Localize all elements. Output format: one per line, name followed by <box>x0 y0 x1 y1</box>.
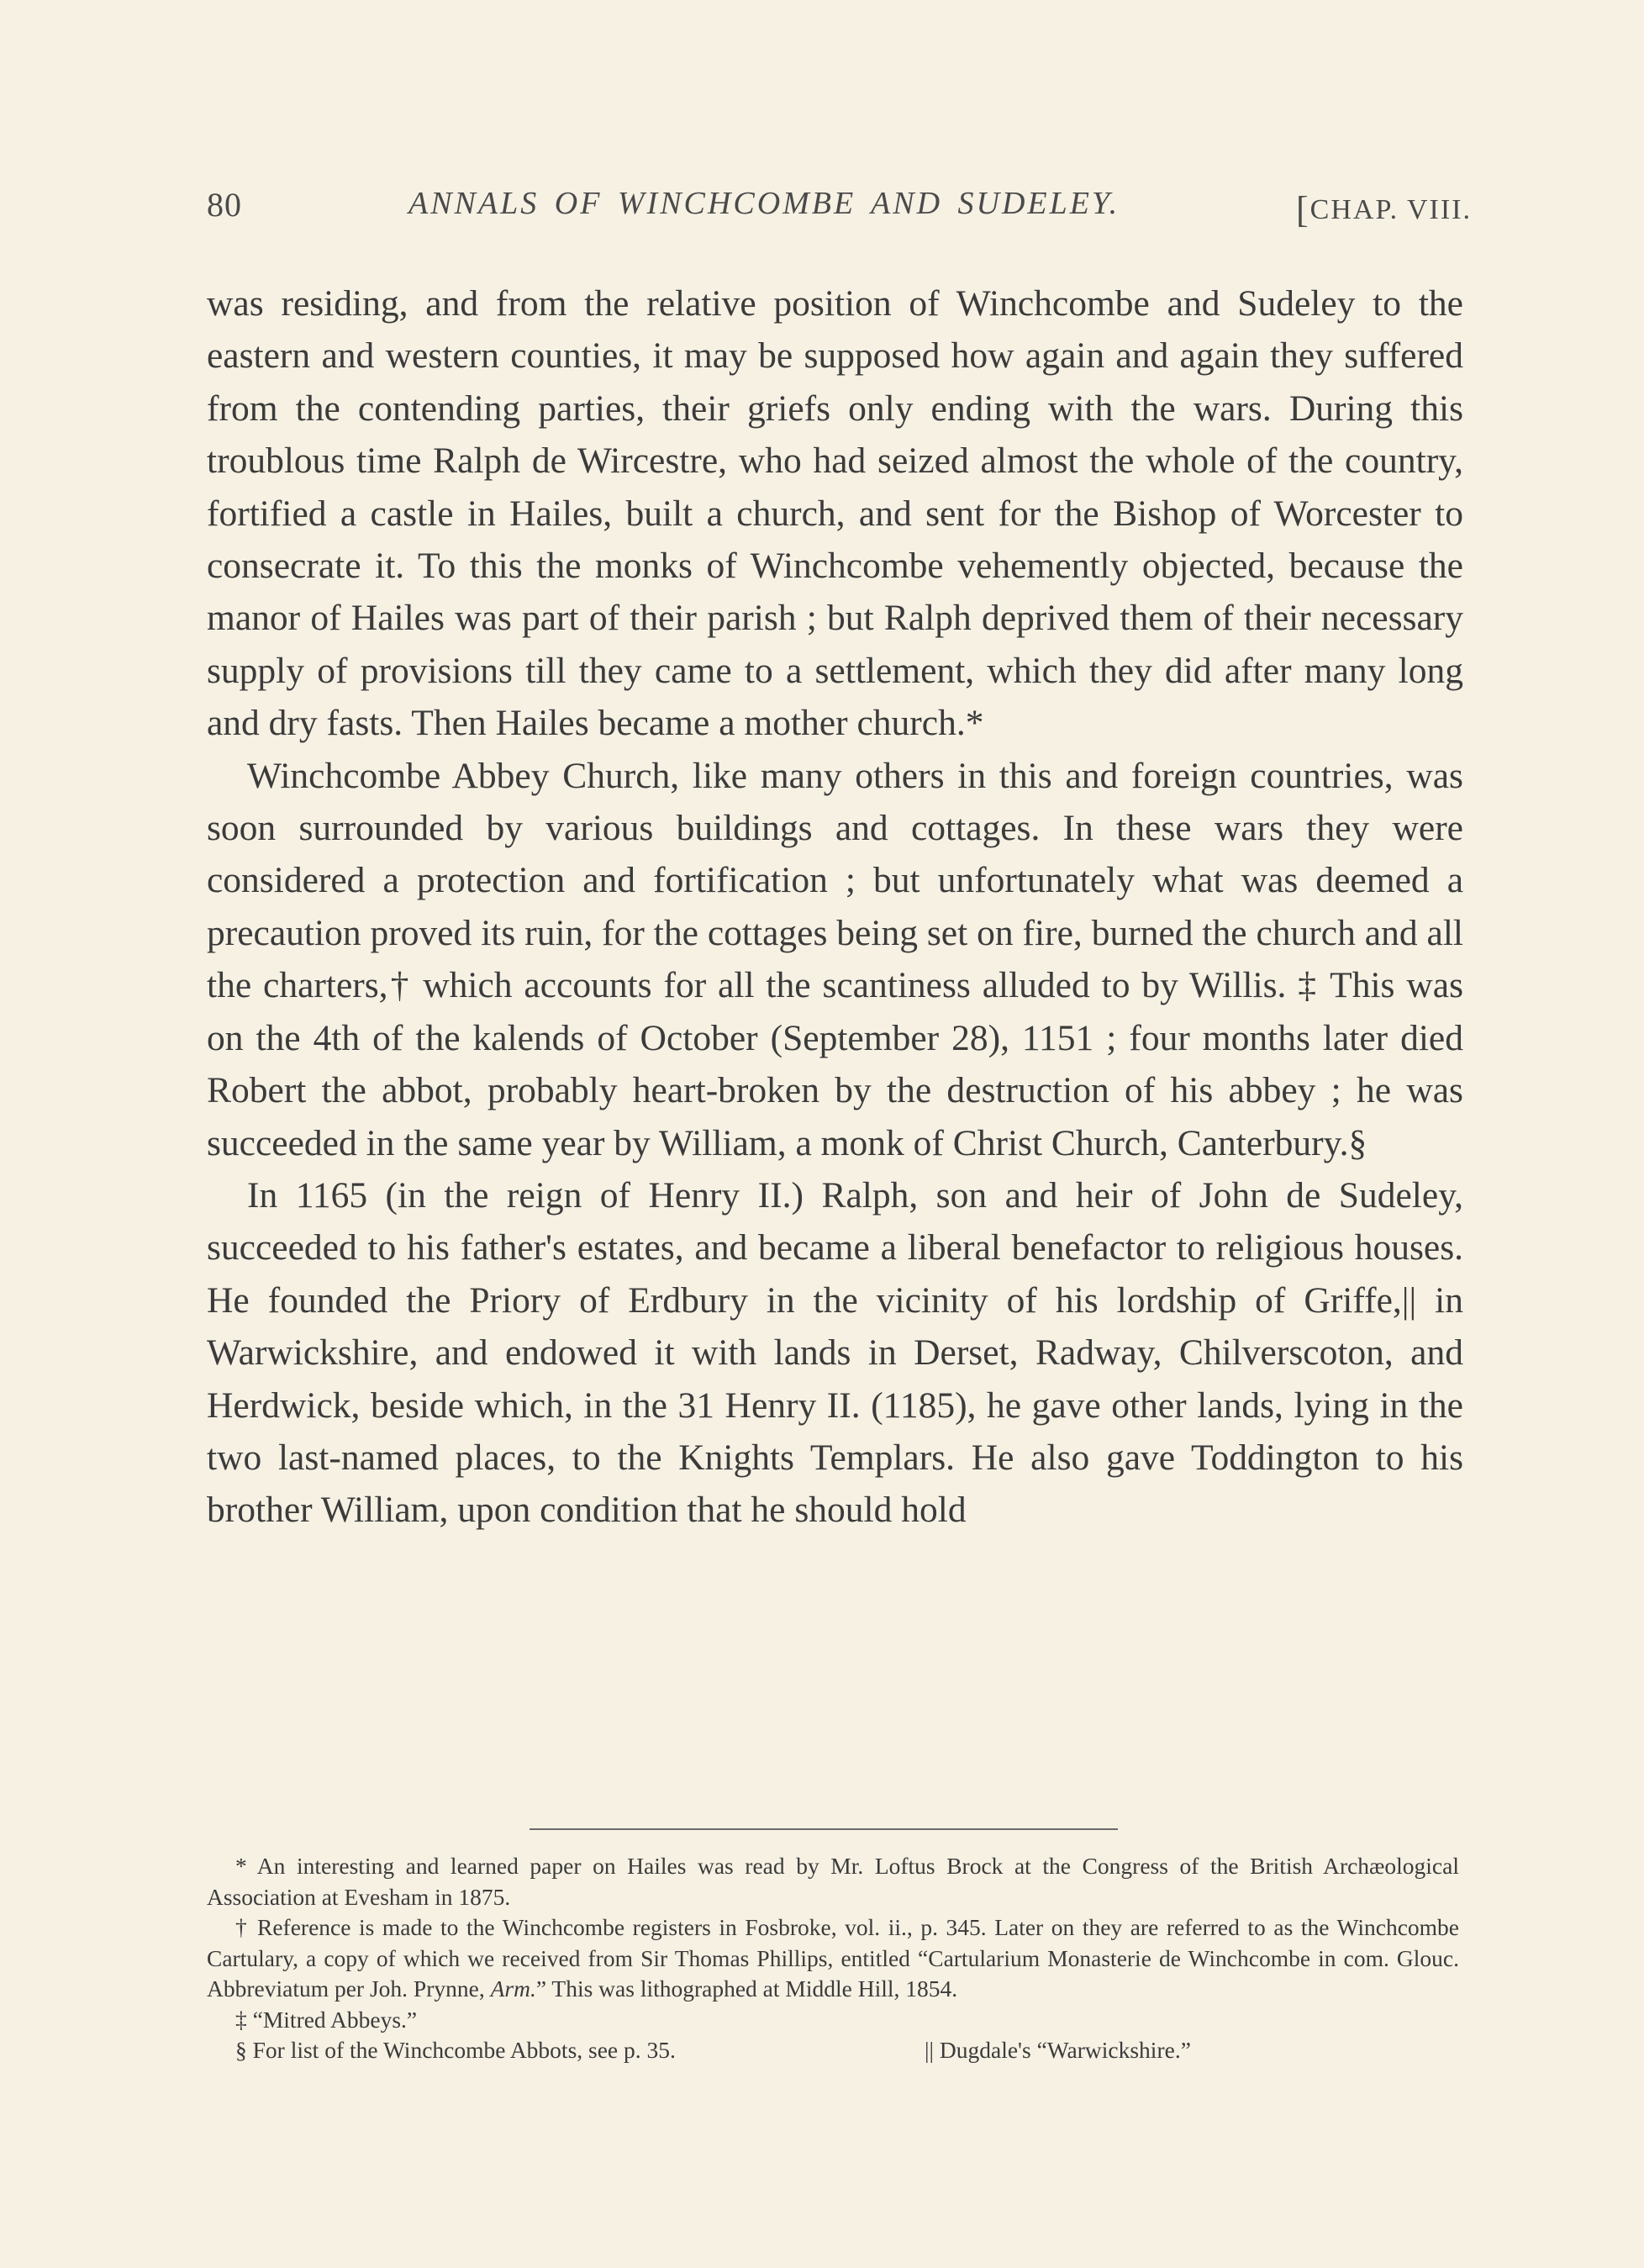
chapter-label <box>1296 185 1472 228</box>
footnote-3: ‡ “Mitred Abbeys.” <box>235 2006 418 2033</box>
paragraph-1: was residing, and from the relative position of Winchcombe and Sudeley to the eastern and western counties, it may be supposed how again and again they suffered from the contending parties, their griefs only ending with the wars. During this troublous time Ralph de Wircestre, who had seized almost the whole of the country, fortified a castle in Hailes, built a church, and sent for the Bishop of Worcester to consecrate it. To this the monks of Winchcombe vehemently objected, because the manor of Hailes was part of their parish ; but Ralph deprived them of their necessary supply of provisions till they came to a settlement, which they did after many long and dry fasts. Then Hailes became a mother church.* <box>207 283 1463 744</box>
footnote-4: § For list of the Winchcombe Abbots, see p. 35. <box>235 2037 676 2063</box>
paragraph-3: In 1165 (in the reign of Henry II.) Ralph, son and heir of John de Sudeley, succeeded to his father's estates, and became a liberal benefactor to religious houses. He founded the Priory of Erdbury in the vicinity of his lordship of Griffe,|| in Warwickshire, and endowed it with lands in Derset, Radway, Chilverscoton, and Herdwick, beside which, in the 31 Henry II. (1185), he gave other lands, lying in the two last-named places, to the Knights Templars. He also gave Toddington to his brother William, upon condition that he should hold <box>207 1174 1463 1531</box>
footnote-5: || Dugdale's “Warwickshire.” <box>925 2037 1191 2063</box>
footnote-rule <box>530 1828 1118 1830</box>
footnote-row <box>207 2035 1459 2066</box>
footnotes <box>207 1851 1459 2066</box>
chapter-text: CHAP. VIII. <box>1309 194 1472 225</box>
footnote-2 <box>207 1912 1459 2005</box>
footnote-2-text: † Reference is made to the Winchcombe registers in Fosbroke, vol. ii., p. 345. Later on they are referred to as the Winchcombe Cartulary, a copy of which we received from Sir Thomas Phillips, entitled “Cartularium Monasterie de Winchcombe in com. Glouc. Abbreviatum per Joh. Prynne, <box>207 1914 1459 2002</box>
paragraph-2: Winchcombe Abbey Church, like many others in this and foreign countries, was soon surrounded by various buildings and cottages. In these wars they were considered a protection and fortification ; but unfortunately what was deemed a precaution proved its ruin, for the cottages being set on fire, burned the church and all the charters,† which accounts for all the scantiness alluded to by Willis. ‡ This was on the 4th of the kalends of October (September 28), 1151 ; four months later died Robert the abbot, probably heart-broken by the destruction of his abbey ; he was succeeded in the same year by William, a monk of Christ Church, Canterbury.§ <box>207 755 1463 1163</box>
page-number: 80 <box>207 186 242 224</box>
footnote-1: * An interesting and learned paper on Hailes was read by Mr. Loftus Brock at the Congress of the British Archæological Association at Evesham in 1875. <box>207 1853 1459 1910</box>
main-text <box>207 277 1463 1537</box>
chapter-bracket: [ <box>1296 189 1310 230</box>
running-header <box>207 185 1472 235</box>
footnote-2-italic: Arm. <box>490 1975 536 2002</box>
book-title: ANNALS OF WINCHCOMBE AND SUDELEY. <box>408 186 1120 221</box>
footnote-2-tail: ” This was lithographed at Middle Hill, 1854. <box>535 1975 958 2002</box>
